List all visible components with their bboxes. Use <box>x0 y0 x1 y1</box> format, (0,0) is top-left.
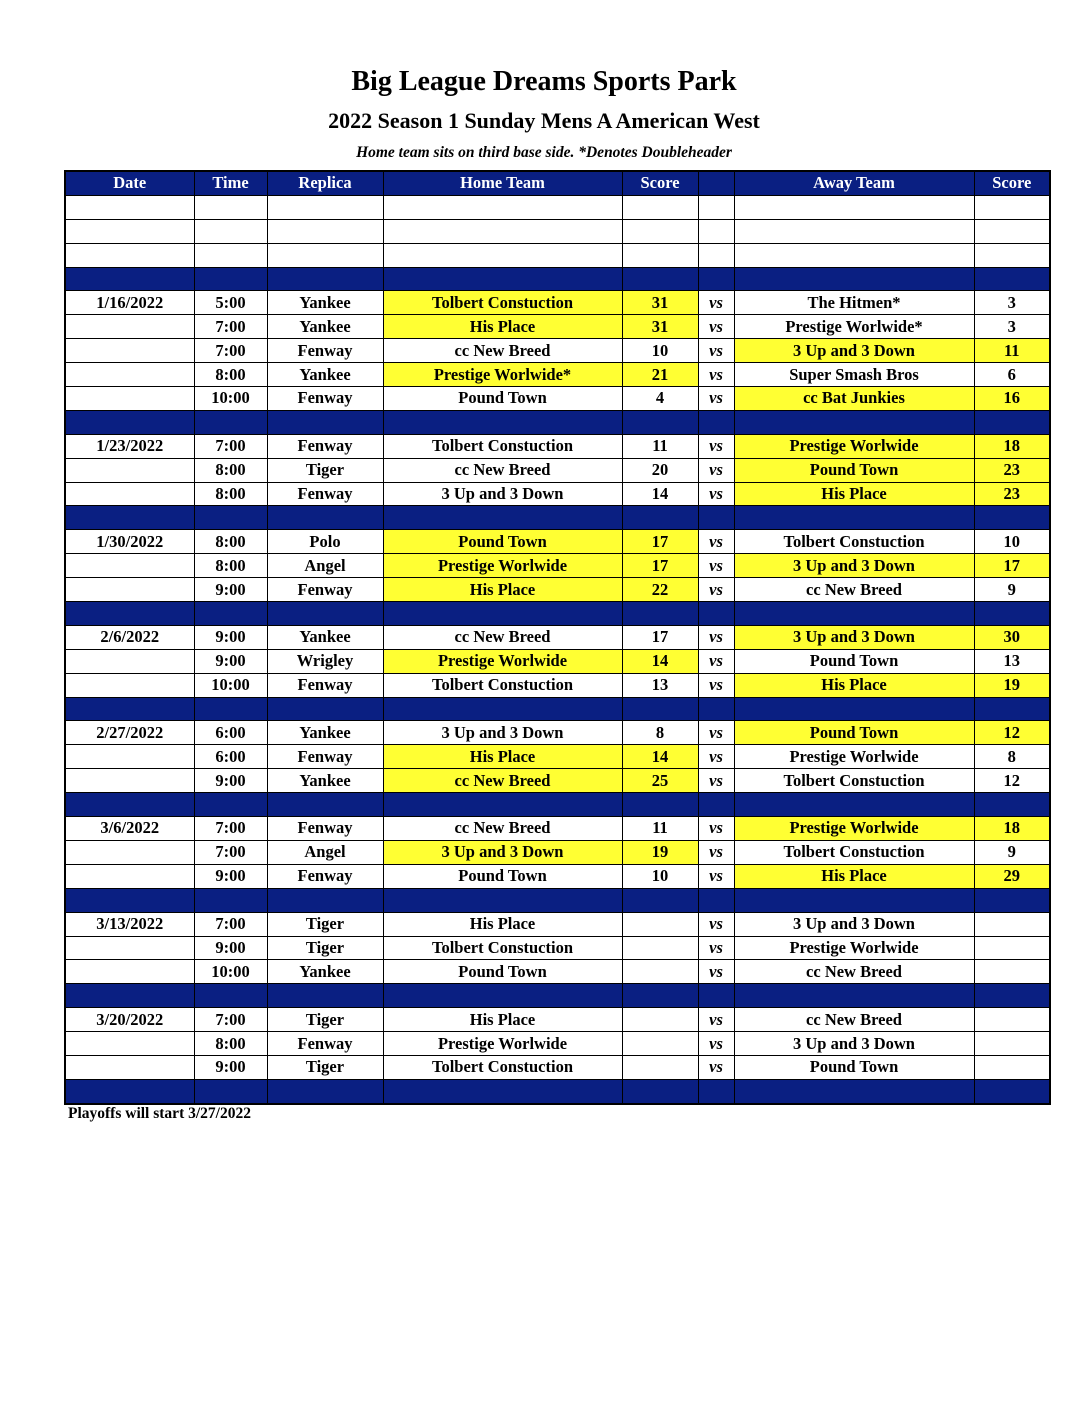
home-team: 3 Up and 3 Down <box>383 840 622 864</box>
game-time: 9:00 <box>194 769 267 793</box>
vs-label: vs <box>698 1055 734 1079</box>
game-date <box>65 745 194 769</box>
blank-row <box>65 243 1050 267</box>
home-score: 10 <box>622 339 698 363</box>
vs-label: vs <box>698 458 734 482</box>
game-date <box>65 339 194 363</box>
away-score: 16 <box>974 387 1050 411</box>
vs-label: vs <box>698 1032 734 1056</box>
game-replica: Tiger <box>267 1008 383 1032</box>
game-row <box>65 960 1050 984</box>
away-team: 3 Up and 3 Down <box>734 912 974 936</box>
col-time-header: Time <box>194 171 267 195</box>
game-row <box>65 1055 1050 1079</box>
game-replica: Yankee <box>267 721 383 745</box>
away-team: Tolbert Constuction <box>734 769 974 793</box>
away-score: 23 <box>974 458 1050 482</box>
away-team: Pound Town <box>734 721 974 745</box>
game-row <box>65 554 1050 578</box>
vs-label: vs <box>698 840 734 864</box>
vs-label: vs <box>698 864 734 888</box>
vs-label: vs <box>698 482 734 506</box>
home-score: 20 <box>622 458 698 482</box>
away-team: 3 Up and 3 Down <box>734 339 974 363</box>
away-team: Prestige Worlwide <box>734 936 974 960</box>
game-time: 6:00 <box>194 721 267 745</box>
vs-label: vs <box>698 339 734 363</box>
vs-label: vs <box>698 721 734 745</box>
away-team: The Hitmen* <box>734 291 974 315</box>
game-row <box>65 482 1050 506</box>
game-time: 10:00 <box>194 960 267 984</box>
home-score <box>622 1055 698 1079</box>
away-team: cc New Breed <box>734 960 974 984</box>
home-team: Tolbert Constuction <box>383 291 622 315</box>
game-time: 9:00 <box>194 936 267 960</box>
away-score: 6 <box>974 363 1050 387</box>
game-date <box>65 960 194 984</box>
vs-label: vs <box>698 363 734 387</box>
game-replica: Tiger <box>267 1055 383 1079</box>
away-team: Prestige Worlwide <box>734 817 974 841</box>
game-time: 6:00 <box>194 745 267 769</box>
away-score: 12 <box>974 721 1050 745</box>
game-row <box>65 291 1050 315</box>
away-score <box>974 1008 1050 1032</box>
home-team: Prestige Worlwide <box>383 649 622 673</box>
col-replica-header: Replica <box>267 171 383 195</box>
game-date <box>65 840 194 864</box>
page-title: Big League Dreams Sports Park <box>351 66 737 97</box>
game-date: 3/6/2022 <box>65 817 194 841</box>
game-row <box>65 721 1050 745</box>
home-score: 11 <box>622 817 698 841</box>
game-replica: Tiger <box>267 912 383 936</box>
home-team: Tolbert Constuction <box>383 673 622 697</box>
home-team: 3 Up and 3 Down <box>383 482 622 506</box>
away-score: 18 <box>974 817 1050 841</box>
game-replica: Yankee <box>267 315 383 339</box>
away-score: 30 <box>974 625 1050 649</box>
schedule-note: Home team sits on third base side. *Denotes Doubleheader <box>356 144 732 161</box>
home-score: 14 <box>622 482 698 506</box>
home-team: Tolbert Constuction <box>383 1055 622 1079</box>
home-team: His Place <box>383 578 622 602</box>
home-score: 19 <box>622 840 698 864</box>
game-replica: Yankee <box>267 625 383 649</box>
vs-label: vs <box>698 936 734 960</box>
game-date: 2/6/2022 <box>65 625 194 649</box>
game-row <box>65 673 1050 697</box>
away-team: Tolbert Constuction <box>734 530 974 554</box>
blank-row <box>65 219 1050 243</box>
away-team: cc Bat Junkies <box>734 387 974 411</box>
vs-label: vs <box>698 291 734 315</box>
away-team: Super Smash Bros <box>734 363 974 387</box>
away-score: 3 <box>974 291 1050 315</box>
game-time: 7:00 <box>194 840 267 864</box>
vs-label: vs <box>698 315 734 339</box>
away-team: Tolbert Constuction <box>734 840 974 864</box>
game-time: 9:00 <box>194 649 267 673</box>
game-row <box>65 1008 1050 1032</box>
home-team: Prestige Worlwide* <box>383 363 622 387</box>
week-separator-row <box>65 984 1050 1008</box>
vs-label: vs <box>698 673 734 697</box>
vs-label: vs <box>698 769 734 793</box>
away-score <box>974 936 1050 960</box>
game-replica: Tiger <box>267 936 383 960</box>
home-score: 4 <box>622 387 698 411</box>
game-date <box>65 936 194 960</box>
week-separator-row <box>65 697 1050 721</box>
away-score: 9 <box>974 578 1050 602</box>
home-score: 14 <box>622 649 698 673</box>
game-row <box>65 936 1050 960</box>
game-replica: Fenway <box>267 339 383 363</box>
away-score: 3 <box>974 315 1050 339</box>
home-team: His Place <box>383 1008 622 1032</box>
away-team: Pound Town <box>734 649 974 673</box>
home-score <box>622 936 698 960</box>
game-time: 7:00 <box>194 315 267 339</box>
game-replica: Fenway <box>267 745 383 769</box>
game-time: 9:00 <box>194 864 267 888</box>
home-score <box>622 1008 698 1032</box>
blank-row <box>65 195 1050 219</box>
away-team: Pound Town <box>734 458 974 482</box>
game-date: 1/16/2022 <box>65 291 194 315</box>
home-score <box>622 1032 698 1056</box>
game-time: 7:00 <box>194 339 267 363</box>
home-score: 31 <box>622 315 698 339</box>
home-team: Prestige Worlwide <box>383 1032 622 1056</box>
week-separator-row <box>65 506 1050 530</box>
game-date <box>65 1055 194 1079</box>
week-separator-row <box>65 602 1050 626</box>
home-team: cc New Breed <box>383 339 622 363</box>
game-date: 1/30/2022 <box>65 530 194 554</box>
away-team: Prestige Worlwide* <box>734 315 974 339</box>
week-separator-row <box>65 888 1050 912</box>
game-time: 7:00 <box>194 434 267 458</box>
away-score: 8 <box>974 745 1050 769</box>
home-team: His Place <box>383 912 622 936</box>
game-replica: Wrigley <box>267 649 383 673</box>
col-vs-header <box>698 171 734 195</box>
game-time: 8:00 <box>194 554 267 578</box>
game-row <box>65 434 1050 458</box>
home-team: cc New Breed <box>383 458 622 482</box>
away-score <box>974 912 1050 936</box>
game-date: 1/23/2022 <box>65 434 194 458</box>
away-score: 9 <box>974 840 1050 864</box>
vs-label: vs <box>698 554 734 578</box>
game-time: 8:00 <box>194 1032 267 1056</box>
vs-label: vs <box>698 625 734 649</box>
vs-label: vs <box>698 960 734 984</box>
game-date <box>65 578 194 602</box>
game-time: 9:00 <box>194 578 267 602</box>
home-team: cc New Breed <box>383 817 622 841</box>
game-row <box>65 363 1050 387</box>
game-time: 7:00 <box>194 912 267 936</box>
home-team: Tolbert Constuction <box>383 936 622 960</box>
game-replica: Fenway <box>267 482 383 506</box>
col-home-team-header: Home Team <box>383 171 622 195</box>
home-score: 22 <box>622 578 698 602</box>
game-replica: Fenway <box>267 434 383 458</box>
home-score: 25 <box>622 769 698 793</box>
game-time: 10:00 <box>194 673 267 697</box>
game-time: 8:00 <box>194 363 267 387</box>
game-replica: Yankee <box>267 363 383 387</box>
home-team: 3 Up and 3 Down <box>383 721 622 745</box>
game-replica: Yankee <box>267 960 383 984</box>
col-date-header: Date <box>65 171 194 195</box>
home-score: 13 <box>622 673 698 697</box>
away-score: 29 <box>974 864 1050 888</box>
away-team: Prestige Worlwide <box>734 745 974 769</box>
vs-label: vs <box>698 817 734 841</box>
away-team: 3 Up and 3 Down <box>734 625 974 649</box>
away-score: 19 <box>974 673 1050 697</box>
home-team: His Place <box>383 315 622 339</box>
vs-label: vs <box>698 578 734 602</box>
game-row <box>65 625 1050 649</box>
game-row <box>65 817 1050 841</box>
game-replica: Tiger <box>267 458 383 482</box>
game-time: 7:00 <box>194 817 267 841</box>
page-subtitle: 2022 Season 1 Sunday Mens A American West <box>328 108 760 133</box>
game-time: 8:00 <box>194 458 267 482</box>
vs-label: vs <box>698 745 734 769</box>
week-separator-row <box>65 267 1050 291</box>
game-replica: Fenway <box>267 1032 383 1056</box>
game-row <box>65 1032 1050 1056</box>
home-team: His Place <box>383 745 622 769</box>
away-score <box>974 1032 1050 1056</box>
game-row <box>65 745 1050 769</box>
away-score <box>974 960 1050 984</box>
col-home-score-header: Score <box>622 171 698 195</box>
home-team: Pound Town <box>383 387 622 411</box>
game-time: 7:00 <box>194 1008 267 1032</box>
game-row <box>65 649 1050 673</box>
game-date <box>65 482 194 506</box>
away-score: 12 <box>974 769 1050 793</box>
away-score: 10 <box>974 530 1050 554</box>
away-team: cc New Breed <box>734 578 974 602</box>
week-separator-row <box>65 1079 1050 1103</box>
home-team: Prestige Worlwide <box>383 554 622 578</box>
week-separator-row <box>65 793 1050 817</box>
home-score: 17 <box>622 554 698 578</box>
schedule-table <box>64 170 1051 1105</box>
game-replica: Yankee <box>267 769 383 793</box>
col-away-score-header: Score <box>974 171 1050 195</box>
game-row <box>65 840 1050 864</box>
away-team: Prestige Worlwide <box>734 434 974 458</box>
home-team: Pound Town <box>383 530 622 554</box>
away-score: 13 <box>974 649 1050 673</box>
away-team: His Place <box>734 482 974 506</box>
vs-label: vs <box>698 649 734 673</box>
game-replica: Angel <box>267 840 383 864</box>
game-replica: Angel <box>267 554 383 578</box>
game-replica: Fenway <box>267 673 383 697</box>
game-date: 3/13/2022 <box>65 912 194 936</box>
vs-label: vs <box>698 1008 734 1032</box>
home-score <box>622 960 698 984</box>
away-team: 3 Up and 3 Down <box>734 1032 974 1056</box>
home-team: cc New Breed <box>383 769 622 793</box>
home-score: 17 <box>622 625 698 649</box>
game-time: 10:00 <box>194 387 267 411</box>
game-time: 5:00 <box>194 291 267 315</box>
vs-label: vs <box>698 530 734 554</box>
home-score: 14 <box>622 745 698 769</box>
away-team: His Place <box>734 673 974 697</box>
game-replica: Fenway <box>267 387 383 411</box>
home-score: 8 <box>622 721 698 745</box>
game-row <box>65 458 1050 482</box>
game-date <box>65 458 194 482</box>
game-row <box>65 912 1050 936</box>
home-team: Pound Town <box>383 864 622 888</box>
vs-label: vs <box>698 912 734 936</box>
week-separator-row <box>65 410 1050 434</box>
away-team: 3 Up and 3 Down <box>734 554 974 578</box>
vs-label: vs <box>698 434 734 458</box>
game-date <box>65 864 194 888</box>
away-score: 11 <box>974 339 1050 363</box>
game-replica: Fenway <box>267 817 383 841</box>
home-team: Pound Town <box>383 960 622 984</box>
game-date: 3/20/2022 <box>65 1008 194 1032</box>
playoffs-footnote: Playoffs will start 3/27/2022 <box>68 1105 251 1122</box>
game-date <box>65 1032 194 1056</box>
home-score: 21 <box>622 363 698 387</box>
vs-label: vs <box>698 387 734 411</box>
game-replica: Fenway <box>267 864 383 888</box>
away-score <box>974 1055 1050 1079</box>
game-row <box>65 578 1050 602</box>
col-away-team-header: Away Team <box>734 171 974 195</box>
game-row <box>65 339 1050 363</box>
away-score: 18 <box>974 434 1050 458</box>
home-team: Tolbert Constuction <box>383 434 622 458</box>
game-date <box>65 315 194 339</box>
game-time: 8:00 <box>194 530 267 554</box>
home-score <box>622 912 698 936</box>
away-team: Pound Town <box>734 1055 974 1079</box>
game-replica: Polo <box>267 530 383 554</box>
home-score: 11 <box>622 434 698 458</box>
away-team: His Place <box>734 864 974 888</box>
away-team: cc New Breed <box>734 1008 974 1032</box>
table-header-row <box>65 171 1050 195</box>
game-time: 9:00 <box>194 1055 267 1079</box>
game-date <box>65 554 194 578</box>
home-team: cc New Breed <box>383 625 622 649</box>
game-date <box>65 649 194 673</box>
game-row <box>65 315 1050 339</box>
game-replica: Yankee <box>267 291 383 315</box>
game-date <box>65 363 194 387</box>
home-score: 31 <box>622 291 698 315</box>
game-date <box>65 387 194 411</box>
home-score: 17 <box>622 530 698 554</box>
game-row <box>65 387 1050 411</box>
away-score: 23 <box>974 482 1050 506</box>
game-time: 8:00 <box>194 482 267 506</box>
game-row <box>65 530 1050 554</box>
game-replica: Fenway <box>267 578 383 602</box>
game-row <box>65 769 1050 793</box>
game-date <box>65 769 194 793</box>
game-date <box>65 673 194 697</box>
away-score: 17 <box>974 554 1050 578</box>
game-date: 2/27/2022 <box>65 721 194 745</box>
home-score: 10 <box>622 864 698 888</box>
game-row <box>65 864 1050 888</box>
game-time: 9:00 <box>194 625 267 649</box>
